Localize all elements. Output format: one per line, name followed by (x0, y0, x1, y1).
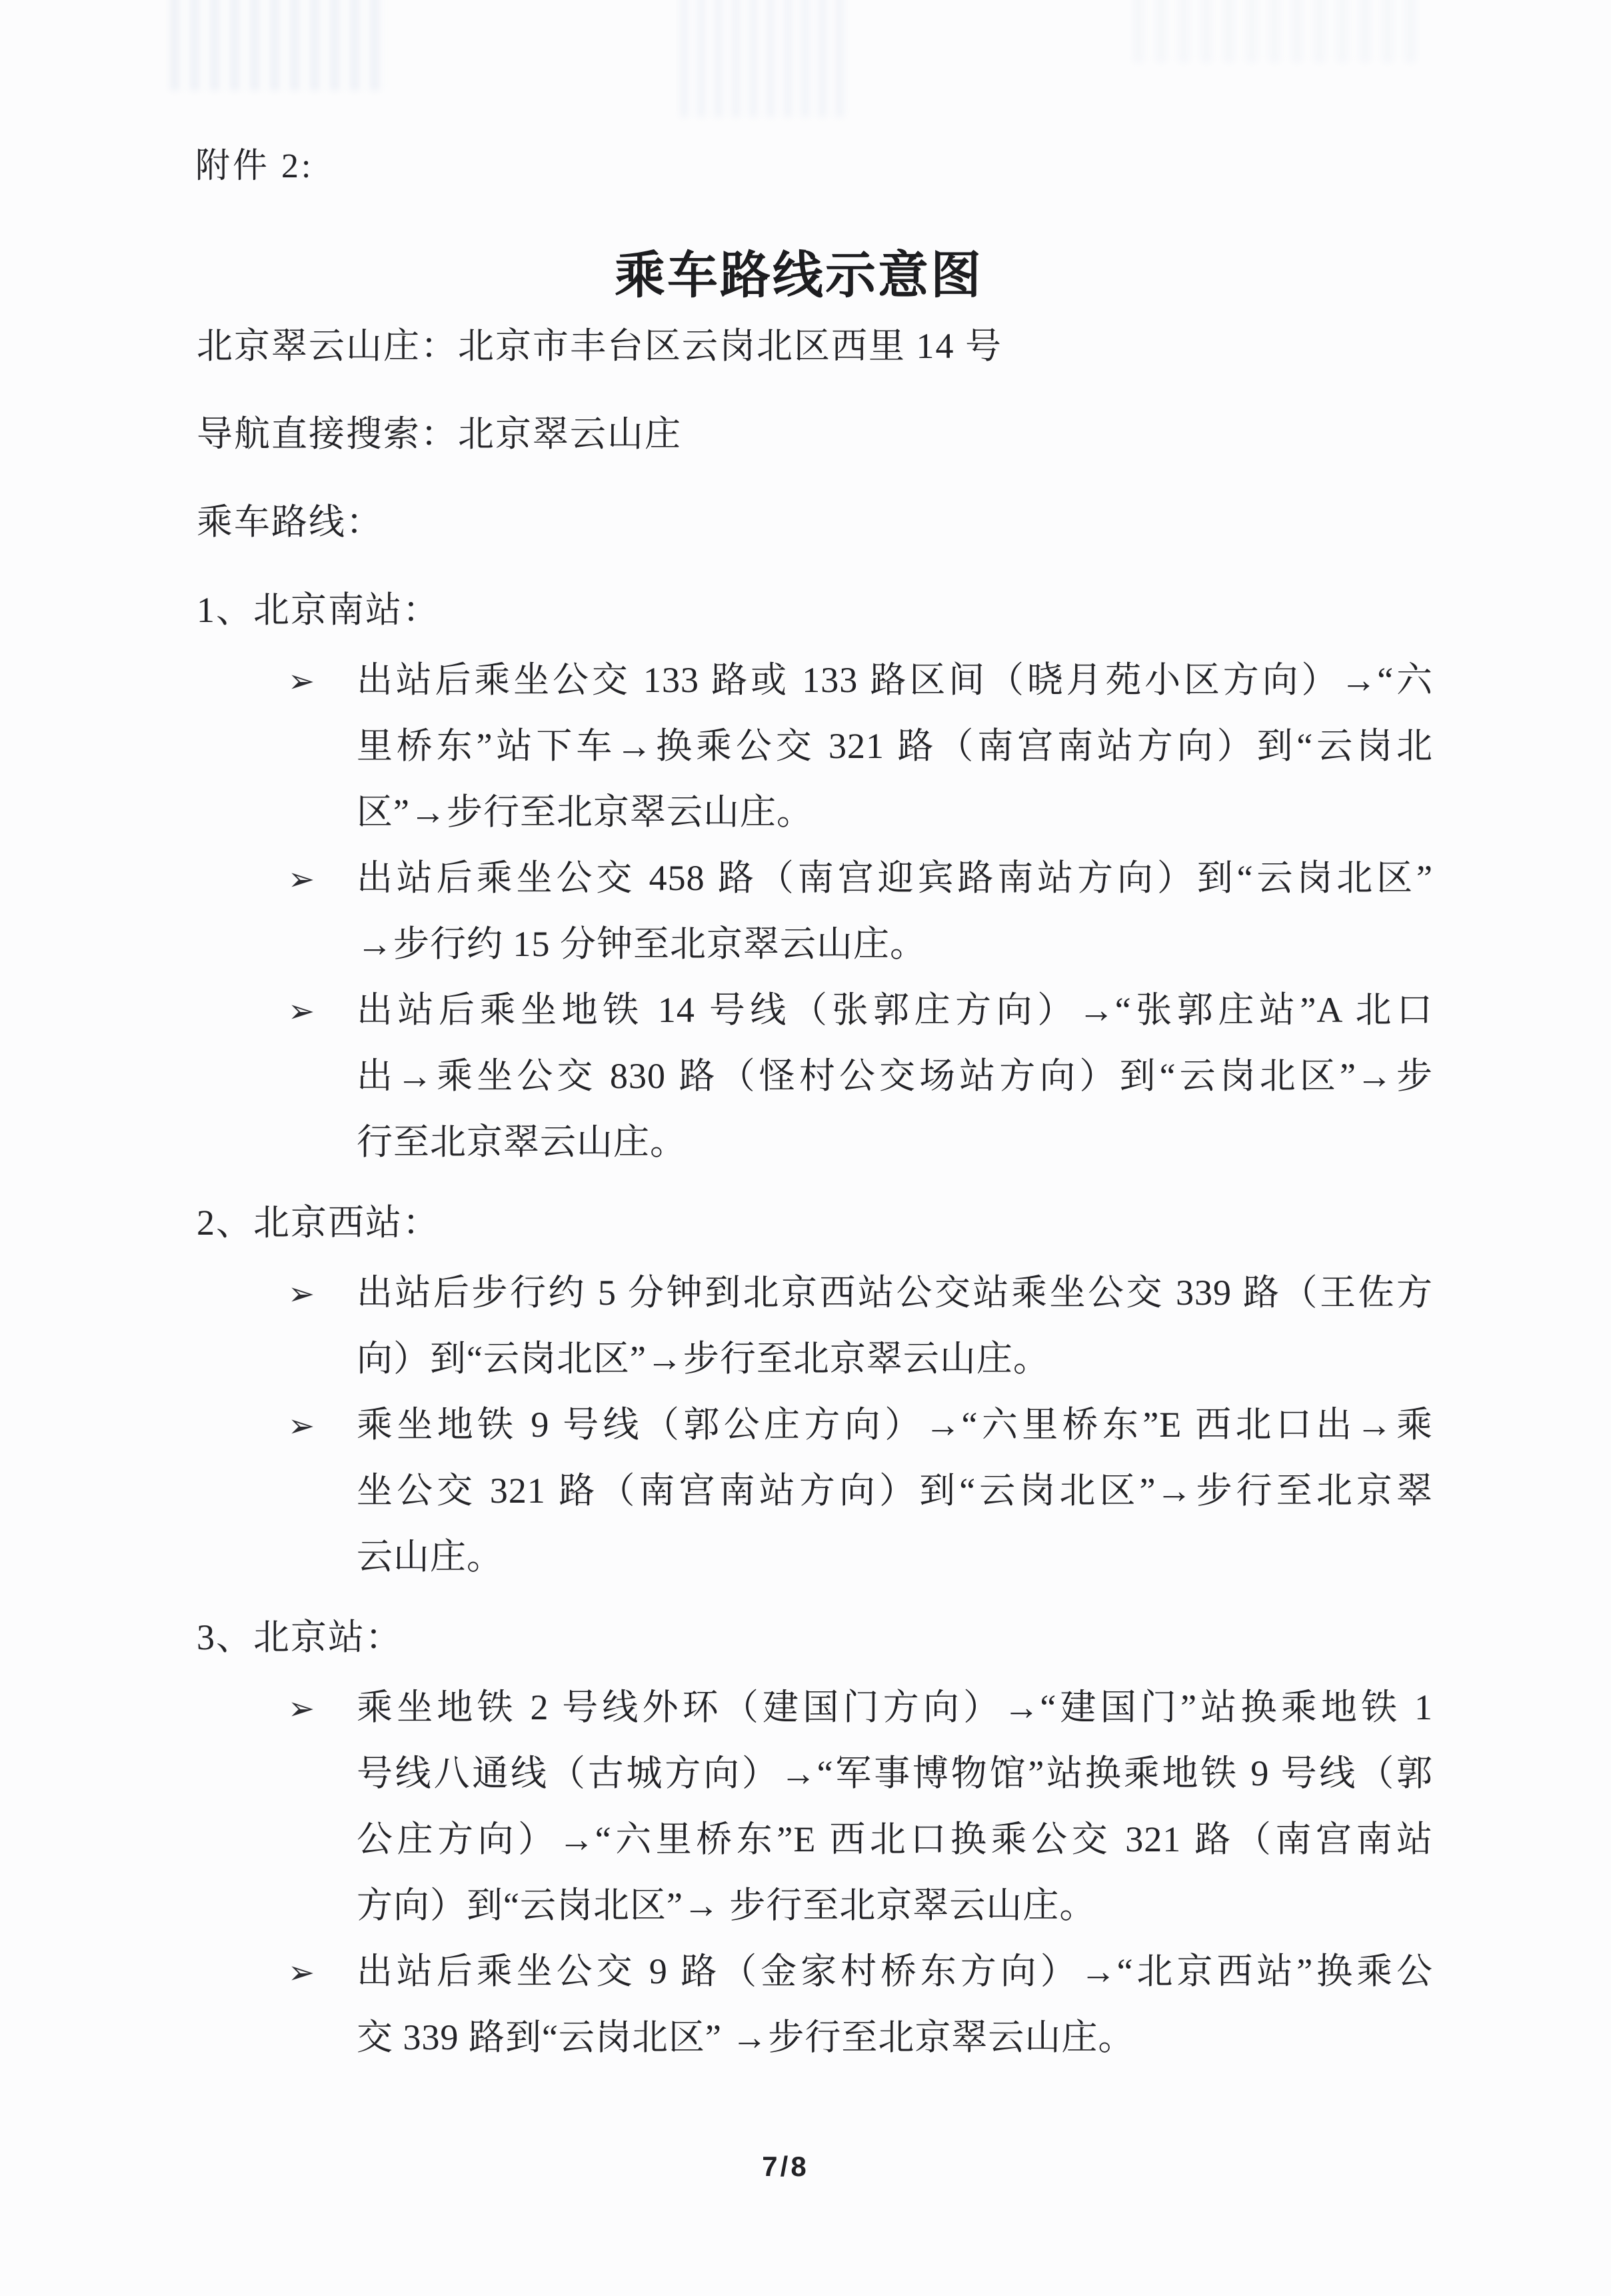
bullet-line: 出站后步行约 5 分钟到北京西站公交站乘坐公交 339 路（王佐方 (357, 1273, 1433, 1313)
bullet-item (197, 1392, 1438, 1590)
bullet-line: 乘坐地铁 9 号线（郭公庄方向）→“六里桥东”E 西北口出→乘 (357, 1405, 1433, 1445)
scan-smudge-top-right (1133, 0, 1420, 63)
bullet-line: 乘坐地铁 2 号线外环（建国门方向）→“建国门”站换乘地铁 1 (357, 1687, 1433, 1727)
bullet-line: 出站后乘坐公交 9 路（金家村桥东方向）→“北京西站”换乘公 (357, 1951, 1433, 1991)
section-heading: 1、北京南站： (197, 590, 440, 630)
sections (197, 577, 1438, 2071)
route-section (197, 1605, 1438, 2071)
bullet-lines (357, 1939, 1433, 2071)
bullet-line: 号线八通线（古城方向）→“军事博物馆”站换乘地铁 9 号线（郭 (357, 1753, 1433, 1793)
arrowhead-bullet-icon: ➢ (288, 1954, 315, 1991)
bullet-item (197, 977, 1438, 1175)
route-section (197, 577, 1438, 1175)
bullet-item (197, 1675, 1438, 1939)
address-line: 北京翠云山庄：北京市丰台区云岗北区西里 14 号 (197, 326, 1002, 366)
page-number: 7/8 (762, 2151, 809, 2182)
document-body (197, 313, 1438, 2071)
bullet-lines (357, 845, 1433, 977)
attachment-label: 附件 2: (195, 147, 314, 185)
bullet-line: 区”→步行至北京翠云山庄。 (357, 792, 813, 832)
routes-label: 乘车路线： (197, 502, 383, 542)
bullet-lines (357, 977, 1433, 1175)
arrowhead-bullet-icon: ➢ (288, 993, 315, 1030)
bullet-item (197, 647, 1438, 845)
arrowhead-bullet-icon: ➢ (288, 663, 315, 700)
bullet-line: 里桥东”站下车→换乘公交 321 路（南宫南站方向）到“云岗北 (357, 726, 1433, 766)
arrowhead-bullet-icon: ➢ (288, 1275, 315, 1313)
section-heading: 3、北京站： (197, 1617, 403, 1657)
page-footer (0, 2151, 1571, 2183)
scan-smudge-top-middle (680, 0, 853, 117)
bullet-line: 交 339 路到“云岗北区” →步行至北京翠云山庄。 (357, 2017, 1135, 2057)
bullet-line: 出站后乘坐公交 458 路（南宫迎宾路南站方向）到“云岗北区” (357, 858, 1433, 898)
bullet-line: 出站后乘坐地铁 14 号线（张郭庄方向）→“张郭庄站”A 北口 (357, 990, 1433, 1030)
bullet-line: 行至北京翠云山庄。 (357, 1122, 687, 1162)
page-title: 乘车路线示意图 (615, 247, 983, 304)
bullet-line: →步行约 15 分钟至北京翠云山庄。 (357, 924, 926, 964)
bullet-item (197, 845, 1438, 977)
bullet-line: 公庄方向）→“六里桥东”E 西北口换乘公交 321 路（南宫南站 (357, 1819, 1433, 1859)
nav-search-line: 导航直接搜索：北京翠云山庄 (197, 414, 682, 454)
bullet-line: 向）到“云岗北区”→步行至北京翠云山庄。 (357, 1339, 1050, 1379)
bullet-lines (357, 1675, 1433, 1939)
bullet-item (197, 1260, 1438, 1392)
arrowhead-bullet-icon: ➢ (288, 861, 315, 898)
bullet-list (197, 1675, 1438, 2071)
bullet-line: 出站后乘坐公交 133 路或 133 路区间（晓月苑小区方向）→“六 (357, 660, 1433, 700)
bullet-lines (357, 647, 1433, 845)
bullet-line: 出→乘坐公交 830 路（怪村公交场站方向）到“云岗北区”→步 (357, 1056, 1433, 1096)
bullet-line: 云山庄。 (357, 1537, 503, 1577)
bullet-lines (357, 1392, 1433, 1590)
arrowhead-bullet-icon: ➢ (288, 1690, 315, 1727)
bullet-list (197, 1260, 1438, 1590)
scan-smudge-top-left (170, 0, 390, 91)
route-section (197, 1190, 1438, 1590)
bullet-lines (357, 1260, 1433, 1392)
section-heading: 2、北京西站： (197, 1203, 440, 1243)
bullet-line: 坐公交 321 路（南宫南站方向）到“云岗北区”→步行至北京翠 (357, 1471, 1433, 1511)
arrowhead-bullet-icon: ➢ (288, 1407, 315, 1445)
bullet-list (197, 647, 1438, 1175)
bullet-line: 方向）到“云岗北区”→ 步行至北京翠云山庄。 (357, 1885, 1096, 1925)
bullet-item (197, 1939, 1438, 2071)
